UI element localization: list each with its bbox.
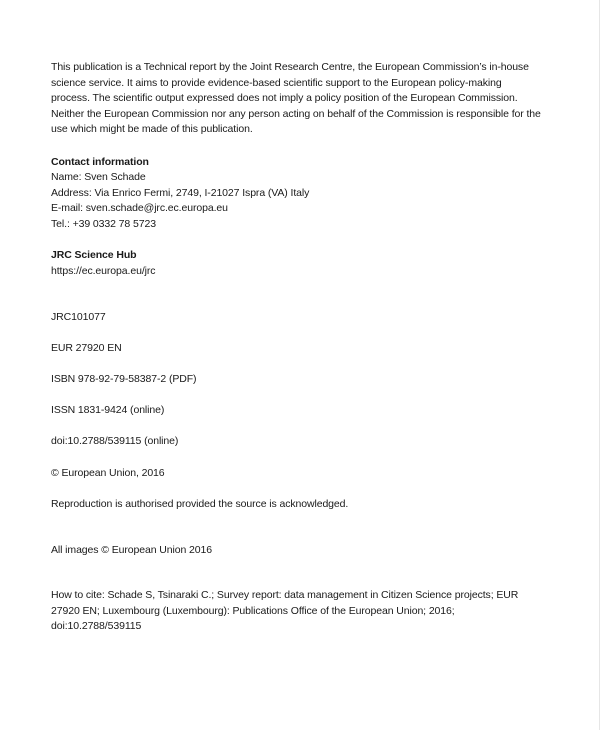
eur-number: EUR 27920 EN [51, 342, 122, 354]
contact-email: E-mail: sven.schade@jrc.ec.europa.eu [51, 202, 228, 214]
contact-heading: Contact information [51, 155, 149, 168]
copyright-notice: © European Union, 2016 [51, 466, 165, 479]
images-credit: All images © European Union 2016 [51, 543, 212, 556]
citation-text: How to cite: Schade S, Tsinaraki C.; Survey report: data management in Citizen Science projects; EUR 27920 EN; Luxembourg (Luxembourg): Publications Office of the European Union; 2016; doi:10.2788/539115 [51, 589, 519, 632]
issn-number: ISSN 1831-9424 (online) [51, 404, 165, 416]
disclaimer-paragraph: This publication is a Technical report by the Joint Research Centre, the European Commission’s in-house science service. It aims to provide evidence-based scientific support to the European policy-making process. The scientific output expressed does not imply a policy position of the European Commission. Neither the European Commission nor any person acting on behalf of the Commission is responsible for the use which might be made of this publication. [51, 61, 541, 135]
science-hub-heading: JRC Science Hub [51, 249, 137, 261]
contact-address: Address: Via Enrico Fermi, 2749, I-21027 Ispra (VA) Italy [51, 186, 310, 199]
science-hub-block [51, 248, 541, 279]
contact-name: Name: Sven Schade [51, 171, 146, 183]
science-hub-url: https://ec.europa.eu/jrc [51, 264, 156, 277]
page-content [51, 60, 541, 635]
jrc-number: JRC101077 [51, 311, 106, 323]
reproduction-notice: Reproduction is authorised provided the source is acknowledged. [51, 497, 349, 510]
contact-information-block [51, 155, 541, 233]
doi-number: doi:10.2788/539115 (online) [51, 435, 179, 447]
isbn-number: ISBN 978-92-79-58387-2 (PDF) [51, 373, 197, 385]
contact-telephone: Tel.: +39 0332 78 5723 [51, 217, 156, 230]
